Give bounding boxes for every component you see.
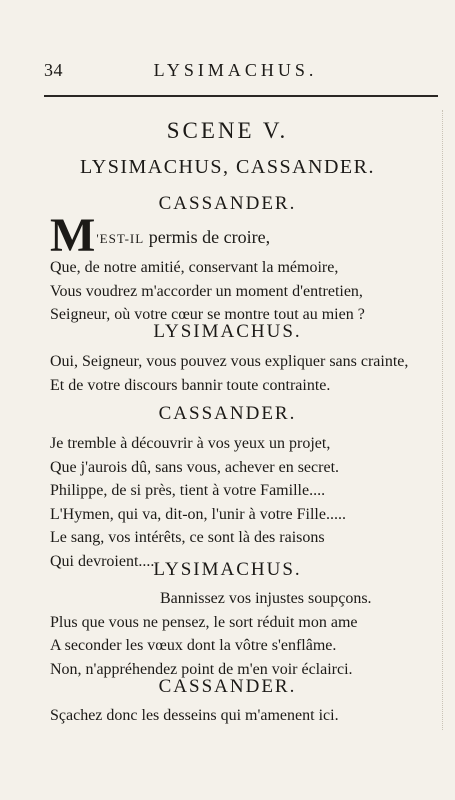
verse-line [50, 209, 450, 262]
verse-line: Philippe, de si près, tient à votre Famille.... [50, 482, 326, 499]
verse-line: Non, n'appréhendez point de m'en voir éclairci. [50, 660, 353, 678]
verse-line: Oui, Seigneur, vous pouvez vous expliquer sans crainte, [50, 353, 409, 370]
speaker-name: CASSANDER. [158, 403, 297, 424]
verse-line: L'Hymen, qui va, dit-on, l'unir à votre Fille..... [50, 505, 346, 523]
speech-cassander-3 [50, 704, 450, 728]
verse-line: A seconder les vœux dont la vôtre s'enflâme. [50, 637, 337, 654]
verse-line: Je tremble à découvrir à vos yeux un projet, [50, 435, 331, 452]
scene-title: SCENE V. [166, 118, 289, 143]
verse-line: Bannissez vos injustes soupçons. [160, 590, 372, 607]
header-rule [44, 95, 438, 97]
speech-lysimachus-1 [50, 350, 450, 397]
verse-line-rest: permis de croire, [144, 227, 271, 247]
verse-line: Que j'aurois dû, sans vous, achever en secret. [50, 458, 340, 476]
verse-line: Plus que vous ne pensez, le sort réduit mon ame [50, 613, 358, 631]
page-header [44, 60, 427, 84]
verse-line: Qui devroient..... [50, 552, 159, 570]
speaker-name: LYSIMACHUS. [153, 559, 302, 580]
page-number: 34 [44, 60, 63, 80]
speech-cassander-2 [50, 432, 450, 573]
verse-line: Vous voudrez m'accorder un moment d'entretien, [50, 282, 363, 300]
running-title: LYSIMACHUS. [153, 60, 318, 80]
speech-cassander-1 [50, 209, 450, 327]
speech-lysimachus-2 [50, 587, 450, 681]
drop-cap: M [50, 209, 96, 262]
verse-line: Et de votre discours bannir toute contrainte. [50, 376, 331, 394]
verse-line: Seigneur, où votre cœur se montre tout au mien ? [50, 306, 365, 323]
verse-line: Que, de notre amitié, conservant la mémoire, [50, 259, 339, 276]
speaker-name: CASSANDER. [158, 676, 297, 697]
speaker-name: CASSANDER. [158, 193, 297, 214]
verse-line: Le sang, vos intérêts, ce sont là des raisons [50, 529, 325, 546]
page-edge-marks [442, 110, 447, 730]
speaker-name: LYSIMACHUS. [153, 321, 302, 342]
verse-line: Sçachez donc les desseins qui m'amenent ici. [50, 707, 339, 724]
scene-characters: LYSIMACHUS, CASSANDER. [80, 156, 375, 178]
verse-smallcaps: 'EST-IL [96, 231, 145, 246]
